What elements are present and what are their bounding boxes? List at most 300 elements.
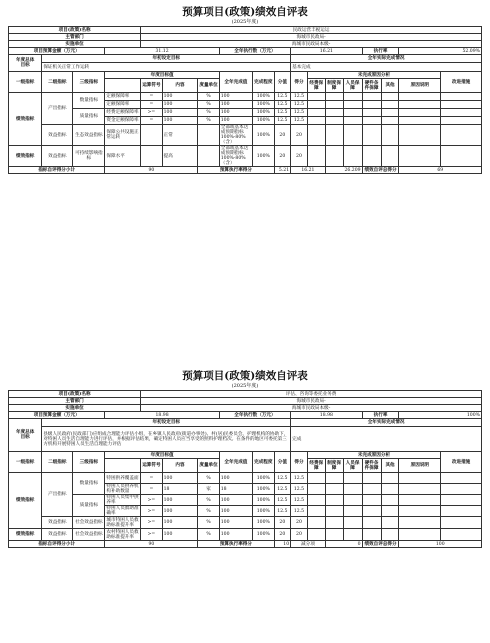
indicator-operator: [141, 125, 162, 146]
empty-cell: [343, 506, 362, 517]
impl-value: 海城市民政局本级-: [141, 405, 482, 412]
level3-header: 三级指标: [73, 452, 105, 473]
exec-rate-label: 执行率: [362, 48, 399, 55]
empty-cell: [441, 125, 482, 146]
empty-cell: [441, 93, 482, 101]
indicator-unit: %: [198, 529, 219, 541]
indicator-name: 资金定额保障率: [105, 117, 141, 125]
measure-header: 改进措施: [441, 72, 482, 93]
empty-cell: [307, 484, 325, 495]
self-total-label: 指标自评得分小计: [9, 541, 105, 548]
level1-cell: 绩效指标: [9, 146, 42, 167]
empty-cell: [343, 529, 362, 541]
exec-rate-value: 100%: [399, 412, 482, 419]
empty-cell: [381, 109, 399, 117]
empty-cell: [325, 125, 343, 146]
indicator-name: 定额保障率: [105, 101, 141, 109]
indicator-value: 提高: [162, 146, 198, 167]
indicator-full-year: 100: [219, 529, 252, 541]
indicator-name: 经费定额保障率: [105, 109, 141, 117]
empty-cell: [343, 93, 362, 101]
empty-cell: [343, 517, 362, 529]
project-name-label: 项目(政策)名称: [9, 27, 141, 34]
deduct-value: 0: [325, 541, 362, 548]
indicator-full-year: 全部或基本达成预期指标100%-80%（含）: [219, 146, 252, 167]
indicator-weight: 12.5: [274, 484, 291, 495]
sheet-year: (2025年度): [231, 19, 259, 25]
reason-r4-header: 硬件条件保障: [362, 79, 381, 93]
empty-cell: [343, 473, 362, 484]
completion-header: 完成程度: [253, 452, 274, 473]
empty-cell: [381, 495, 399, 506]
empty-cell: [399, 146, 441, 167]
overall-label: 绩效自评总得分: [362, 167, 399, 174]
empty-cell: [362, 529, 381, 541]
overall-value: 100: [399, 541, 482, 548]
indicator-weight: 20: [274, 146, 291, 167]
indicator-operator: >=: [141, 517, 162, 529]
indicator-full-year: 18: [219, 484, 252, 495]
empty-cell: [325, 506, 343, 517]
empty-cell: [343, 146, 362, 167]
empty-cell: [325, 93, 343, 101]
indicator-unit: %: [198, 495, 219, 506]
score-header: 得分: [291, 452, 308, 473]
empty-cell: [325, 473, 343, 484]
sheet-title: 预算项目(政策)绩效自评表: [182, 370, 308, 382]
full-year-header: 全年完成值: [219, 72, 252, 93]
indicator-value: 100: [162, 473, 198, 484]
unit-header: 度量单位: [198, 79, 219, 93]
level2-cell: 效益指标: [42, 146, 73, 167]
indicator-completion: 100%: [253, 495, 274, 506]
empty-cell: [325, 109, 343, 117]
indicator-name: 特困人员集中供养率: [105, 495, 141, 506]
indicator-score: 12.5: [291, 495, 308, 506]
level3-cell: 社会效益指标: [73, 517, 105, 529]
empty-cell: [399, 495, 441, 506]
indicator-operator: >=: [141, 495, 162, 506]
goal-label-line: 年度总体: [15, 430, 35, 435]
indicator-unit: %: [198, 473, 219, 484]
empty-cell: [381, 146, 399, 167]
content-header: 内容: [162, 459, 198, 473]
empty-cell: [399, 101, 441, 109]
indicator-weight: 12.5: [274, 506, 291, 517]
project-name-value: 评估、咨询等委托业务费: [141, 391, 482, 398]
level2-header: 二级指标: [42, 72, 73, 93]
empty-cell: [343, 495, 362, 506]
empty-cell: [381, 473, 399, 484]
empty-cell: [399, 109, 441, 117]
unit-header: 度量单位: [198, 459, 219, 473]
empty-cell: [441, 101, 482, 109]
budget-label: 项目预算金额（万元）: [9, 412, 105, 419]
empty-cell: [381, 517, 399, 529]
level3-cell: 质量指标: [73, 109, 105, 125]
goal-label-line: 目标: [20, 63, 30, 68]
empty-cell: [325, 117, 343, 125]
indicator-operator: =: [141, 101, 162, 109]
ind-name-header: [105, 459, 141, 473]
self-total-value: 90: [105, 167, 198, 174]
indicator-full-year: 100: [219, 473, 252, 484]
indicator-weight: 20: [274, 529, 291, 541]
empty-cell: [381, 506, 399, 517]
empty-cell: [441, 484, 482, 495]
empty-cell: [362, 473, 381, 484]
indicator-unit: 家: [198, 484, 219, 495]
indicator-unit: %: [198, 117, 219, 125]
indicator-operator: =: [141, 117, 162, 125]
goal-label-line: 目标: [20, 435, 30, 440]
annual-exec-value: 16.21: [291, 48, 362, 55]
content-header: 内容: [162, 79, 198, 93]
empty-cell: [343, 125, 362, 146]
empty-cell: [362, 93, 381, 101]
empty-cell: [362, 517, 381, 529]
indicator-unit: %: [198, 101, 219, 109]
operator-header: 运算符号: [141, 459, 162, 473]
empty-cell: [325, 484, 343, 495]
project-name-label: 项目(政策)名称: [9, 391, 141, 398]
sheet-title: 预算项目(政策)绩效自评表: [182, 6, 308, 18]
level2-cell: 效益指标: [42, 529, 73, 541]
empty-cell: [441, 506, 482, 517]
indicator-completion: 100%: [253, 473, 274, 484]
level2-cell: 效益指标: [42, 125, 73, 146]
annual-target-header: 年度目标值: [105, 452, 219, 459]
measure-header: 改进措施: [441, 452, 482, 473]
indicator-unit: [198, 125, 219, 146]
empty-cell: [307, 506, 325, 517]
empty-cell: [343, 109, 362, 117]
indicator-full-year: 全部或基本达成预期指标100%-80%（含）: [219, 125, 252, 146]
empty-cell: [381, 117, 399, 125]
indicator-score: 20: [291, 125, 308, 146]
indicator-completion: 100%: [253, 146, 274, 167]
actual-goal-header: 全年实际完成情况: [291, 55, 482, 63]
initial-goal-header: 年初设定目标: [42, 55, 291, 63]
actual-goal-header: 全年实际完成情况: [291, 419, 482, 427]
indicator-name: 农村特困人员救助标准提升率: [105, 529, 141, 541]
indicator-weight: 12.5: [274, 117, 291, 125]
annual-goal-label: [9, 419, 42, 452]
level3-cell: 社会效益指标: [73, 529, 105, 541]
indicator-unit: [198, 146, 219, 167]
indicator-full-year: 100: [219, 93, 252, 101]
initial-goal-text: 保证机关正常工作运转: [42, 63, 291, 72]
self-evaluation-sheet-2: [8, 370, 482, 548]
evaluation-table: [8, 26, 482, 174]
dept-label: 主管部门: [9, 398, 141, 405]
indicator-weight: 12.5: [274, 93, 291, 101]
indicator-score: 12.5: [291, 109, 308, 117]
empty-cell: [399, 517, 441, 529]
empty-cell: [307, 109, 325, 117]
empty-cell: [441, 117, 482, 125]
budget-score-label: 预算执行率得分: [198, 541, 274, 548]
dept-value: 海城市民政局-: [141, 398, 482, 405]
indicator-completion: 100%: [253, 93, 274, 101]
indicator-value: 正常: [162, 125, 198, 146]
ind-name-header: [105, 79, 141, 93]
empty-cell: [399, 93, 441, 101]
deduct-label: 减分项: [291, 541, 326, 548]
indicator-score: 20: [291, 529, 308, 541]
impl-label: 实施单位: [9, 405, 141, 412]
project-name-value: 民政运营丰税运运: [141, 27, 482, 34]
indicator-name: 城市特困人员救助标准提升率: [105, 517, 141, 529]
indicator-completion: 100%: [253, 484, 274, 495]
indicator-score: 20: [291, 146, 308, 167]
indicator-value: 100: [162, 93, 198, 101]
level1-cell: 绩效指标: [9, 529, 42, 541]
empty-cell: [441, 109, 482, 117]
completion-header: 完成程度: [253, 72, 274, 93]
empty-cell: [307, 146, 325, 167]
indicator-full-year: 100: [219, 506, 252, 517]
reason-r1-header: 经费保障: [307, 459, 325, 473]
indicator-weight: 12.5: [274, 101, 291, 109]
reason-r2-header: 制度保障: [325, 79, 343, 93]
empty-cell: [325, 101, 343, 109]
self-total-value: 90: [105, 541, 198, 548]
empty-cell: [381, 529, 399, 541]
level3-cell: 数量指标: [73, 93, 105, 109]
indicator-score: 12.5: [291, 101, 308, 109]
empty-cell: [362, 109, 381, 117]
empty-cell: [381, 101, 399, 109]
indicator-name: 保障公共设施正常运转: [105, 125, 141, 146]
indicator-name: 特困人员供养机构补助数量: [105, 484, 141, 495]
self-evaluation-sheet-1: [8, 6, 482, 174]
actual-goal-text: 基本完成: [291, 63, 482, 72]
empty-cell: [399, 125, 441, 146]
empty-cell: [307, 117, 325, 125]
empty-cell: [307, 517, 325, 529]
reason-r5-header: 其他: [381, 459, 399, 473]
indicator-weight: 20: [274, 125, 291, 146]
indicator-score: 20: [291, 517, 308, 529]
weight-header: 分值: [274, 72, 291, 93]
empty-cell: [399, 529, 441, 541]
indicator-completion: 100%: [253, 125, 274, 146]
empty-cell: [325, 529, 343, 541]
empty-cell: [381, 484, 399, 495]
indicator-operator: >=: [141, 506, 162, 517]
impl-label: 实施单位: [9, 41, 141, 48]
indicator-unit: %: [198, 517, 219, 529]
reason-r6-header: 原因说明: [399, 79, 441, 93]
sheet-year: (2025年度): [231, 383, 259, 389]
initial-goal-text: 县级人民政府(民政部门)应组成合理能力评估小组，在乡镇人民政府(街道办事处)、村(居)民委员会、护理机构的协助下，对特困人员生活自理能力进行评估，并根据评估结果，确定特困人员应当享受的照料护理档次。在条件的地区可委托第三方机构开展特困人员生活自理能力评估: [42, 427, 291, 452]
indicator-full-year: 100: [219, 495, 252, 506]
indicator-full-year: 100: [219, 101, 252, 109]
indicator-score: 12.5: [291, 117, 308, 125]
weight-header: 分值: [274, 452, 291, 473]
overall-label: 绩效自评总得分: [362, 541, 399, 548]
exec-rate-value: 52.09%: [399, 48, 482, 55]
full-year-header: 全年完成值: [219, 452, 252, 473]
indicator-completion: 100%: [253, 117, 274, 125]
annual-target-header: 年度目标值: [105, 72, 219, 79]
budget-value: 18.98: [105, 412, 219, 419]
indicator-completion: 100%: [253, 506, 274, 517]
level2-cell: 产出指标: [42, 473, 73, 517]
empty-cell: [307, 93, 325, 101]
overall-value: 69: [399, 167, 482, 174]
empty-cell: [362, 117, 381, 125]
empty-cell: [441, 495, 482, 506]
indicator-value: 100: [162, 495, 198, 506]
indicator-unit: %: [198, 109, 219, 117]
level2-cell: 产出指标: [42, 93, 73, 125]
empty-cell: [441, 146, 482, 167]
indicator-operator: =: [141, 484, 162, 495]
operator-header: 运算符号: [141, 79, 162, 93]
actual-goal-text: 完成: [291, 427, 482, 452]
indicator-value: 100: [162, 101, 198, 109]
annual-exec-label: 全年执行数（万元）: [219, 412, 290, 419]
level3-cell: 数量指标: [73, 473, 105, 495]
empty-cell: [399, 506, 441, 517]
empty-cell: [325, 517, 343, 529]
indicator-score: 12.5: [291, 484, 308, 495]
empty-cell: [441, 517, 482, 529]
empty-cell: [362, 146, 381, 167]
empty-cell: [441, 473, 482, 484]
level2-header: 二级指标: [42, 452, 73, 473]
budget-value: 31.12: [105, 48, 219, 55]
indicator-name: 特困人员救助准确率: [105, 506, 141, 517]
reason-r4-header: 硬件条件保障: [362, 459, 381, 473]
deduct-value: 26.209: [325, 167, 362, 174]
indicator-completion: 100%: [253, 529, 274, 541]
indicator-name: 定额保障率: [105, 93, 141, 101]
exec-rate-label: 执行率: [362, 412, 399, 419]
level3-header: 三级指标: [73, 72, 105, 93]
empty-cell: [307, 473, 325, 484]
level1-header: 一级指标: [9, 72, 42, 93]
indicator-full-year: 100: [219, 117, 252, 125]
indicator-value: 100: [162, 109, 198, 117]
indicator-score: 12.5: [291, 473, 308, 484]
empty-cell: [362, 125, 381, 146]
indicator-unit: %: [198, 506, 219, 517]
indicator-value: 100: [162, 117, 198, 125]
indicator-full-year: 100: [219, 517, 252, 529]
indicator-completion: 100%: [253, 101, 274, 109]
indicator-weight: 12.5: [274, 109, 291, 117]
annual-goal-label: [9, 55, 42, 72]
unfinished-header: 未完成原因分析: [307, 452, 440, 459]
dept-label: 主管部门: [9, 34, 141, 41]
indicator-full-year: 100: [219, 109, 252, 117]
dept-value: 海城市民政局-: [141, 34, 482, 41]
indicator-completion: 100%: [253, 109, 274, 117]
annual-exec-value: 18.98: [291, 412, 362, 419]
empty-cell: [381, 93, 399, 101]
indicator-unit: %: [198, 93, 219, 101]
indicator-name: 保障水平: [105, 146, 141, 167]
level2-cell: 效益指标: [42, 517, 73, 529]
empty-cell: [381, 125, 399, 146]
empty-cell: [307, 495, 325, 506]
indicator-weight: 12.5: [274, 495, 291, 506]
empty-cell: [399, 117, 441, 125]
annual-exec-label: 全年执行数（万元）: [219, 48, 290, 55]
indicator-completion: 100%: [253, 517, 274, 529]
empty-cell: [325, 146, 343, 167]
level3-cell: 生态效益指标: [73, 125, 105, 146]
reason-r6-header: 原因说明: [399, 459, 441, 473]
reason-r3-header: 人员保障: [343, 79, 362, 93]
level3-cell: 可持续影响指标: [73, 146, 105, 167]
empty-cell: [325, 495, 343, 506]
empty-cell: [343, 101, 362, 109]
reason-r3-header: 人员保障: [343, 459, 362, 473]
level1-header: 一级指标: [9, 452, 42, 473]
indicator-operator: [141, 146, 162, 167]
empty-cell: [362, 101, 381, 109]
reason-r5-header: 其他: [381, 79, 399, 93]
self-total-label: 指标自评得分小计: [9, 167, 105, 174]
indicator-value: 100: [162, 506, 198, 517]
budget-label: 项目预算金额（万元）: [9, 48, 105, 55]
empty-cell: [362, 484, 381, 495]
indicator-score: 12.5: [291, 93, 308, 101]
budget-score-value: 10: [274, 541, 291, 548]
impl-value: 海城市民政局本级-: [141, 41, 482, 48]
initial-goal-header: 年初设定目标: [42, 419, 291, 427]
budget-score-label: 预算执行率得分: [198, 167, 274, 174]
indicator-operator: =: [141, 93, 162, 101]
indicator-operator: >=: [141, 109, 162, 117]
empty-cell: [441, 529, 482, 541]
empty-cell: [343, 484, 362, 495]
indicator-weight: 12.5: [274, 473, 291, 484]
indicator-value: 100: [162, 517, 198, 529]
evaluation-table: [8, 390, 482, 548]
reason-r1-header: 经费保障: [307, 79, 325, 93]
level1-cell: 绩效指标: [9, 93, 42, 146]
level1-cell: 绩效指标: [9, 473, 42, 529]
indicator-name: 特困供养覆盖面: [105, 473, 141, 484]
deduct-label: 16.21: [291, 167, 326, 174]
indicator-operator: =: [141, 473, 162, 484]
empty-cell: [362, 495, 381, 506]
unfinished-header: 未完成原因分析: [307, 72, 440, 79]
reason-r2-header: 制度保障: [325, 459, 343, 473]
empty-cell: [307, 125, 325, 146]
empty-cell: [362, 506, 381, 517]
level3-cell: 质量指标: [73, 495, 105, 517]
empty-cell: [399, 473, 441, 484]
budget-score-value: 5.21: [274, 167, 291, 174]
empty-cell: [343, 117, 362, 125]
indicator-value: 100: [162, 529, 198, 541]
empty-cell: [399, 484, 441, 495]
empty-cell: [307, 529, 325, 541]
indicator-score: 12.5: [291, 506, 308, 517]
indicator-weight: 20: [274, 517, 291, 529]
goal-label-line: 年度总体: [15, 58, 35, 63]
empty-cell: [307, 101, 325, 109]
indicator-value: 18: [162, 484, 198, 495]
score-header: 得分: [291, 72, 308, 93]
indicator-operator: >=: [141, 529, 162, 541]
